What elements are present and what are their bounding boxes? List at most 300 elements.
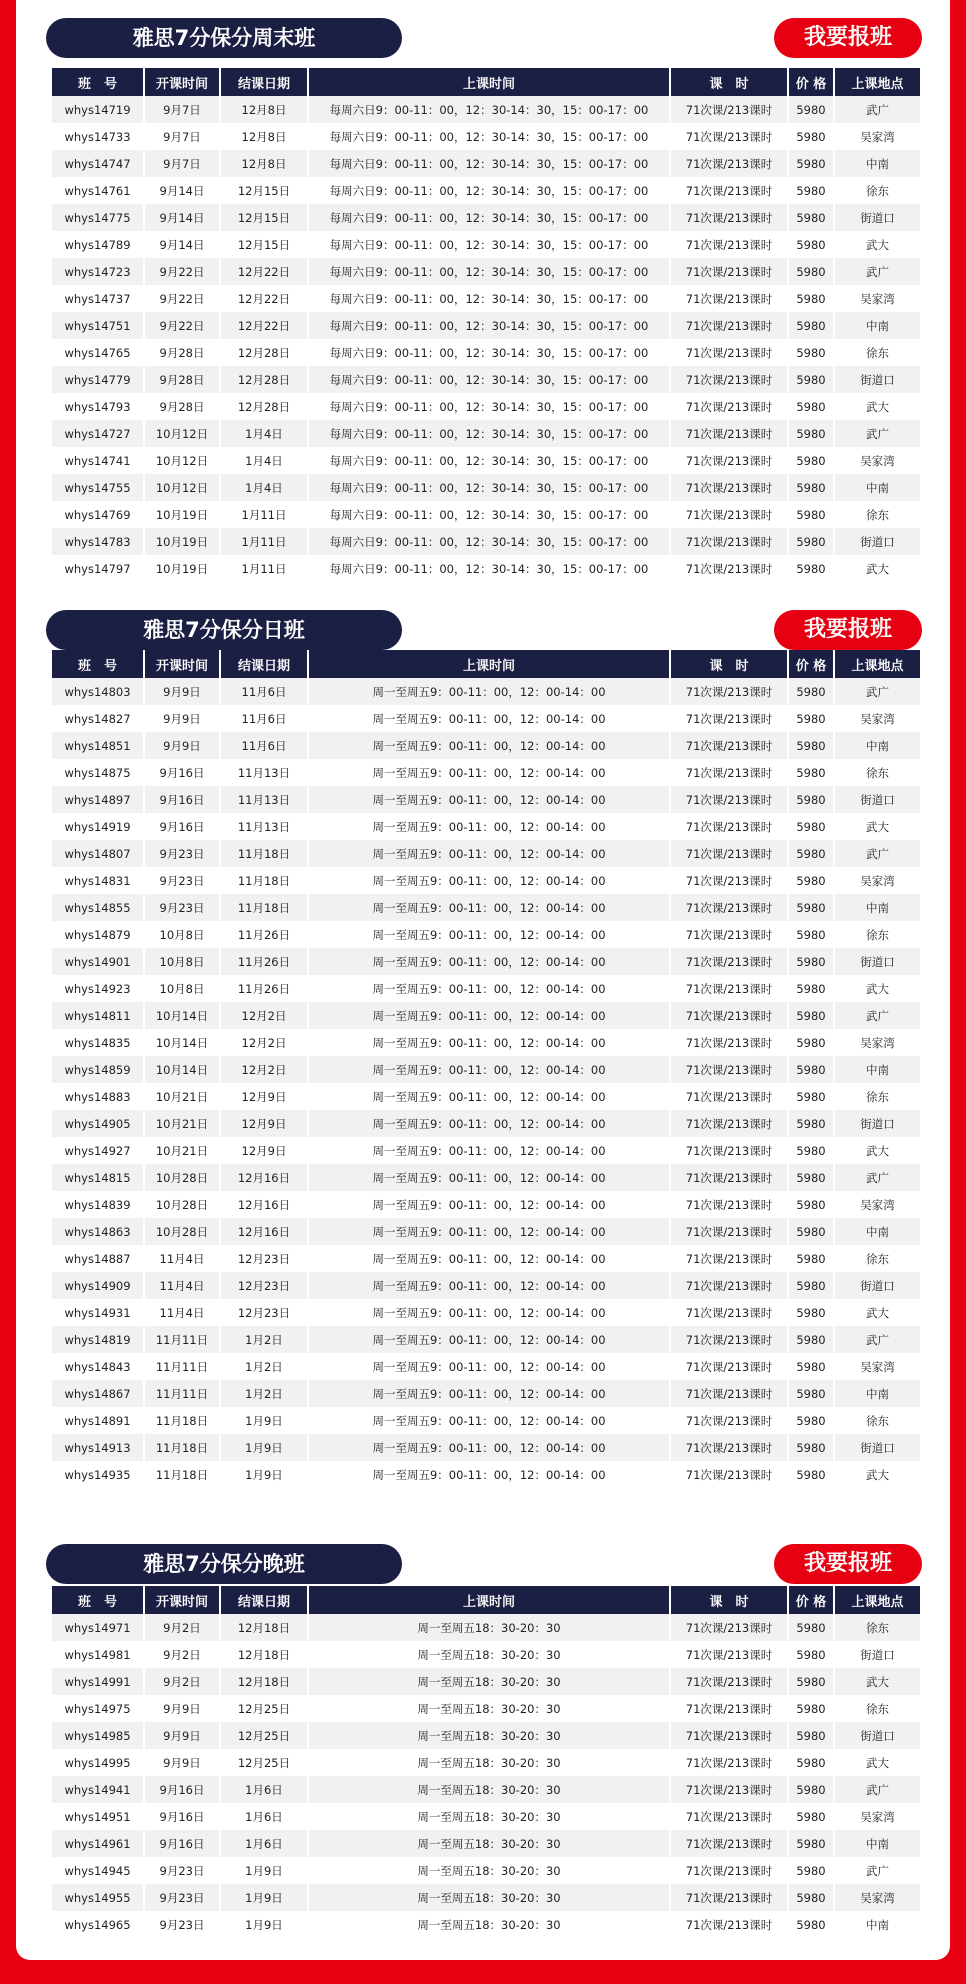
lesson-hours-cell: 71次课/213课时 (670, 1776, 788, 1803)
lesson-hours-cell: 71次课/213课时 (670, 1137, 788, 1164)
start-date-cell: 9月7日 (144, 150, 220, 177)
location-cell: 徐东 (834, 339, 920, 366)
start-date-cell: 9月16日 (144, 1776, 220, 1803)
lesson-hours-cell: 71次课/213课时 (670, 759, 788, 786)
end-date-cell: 12月25日 (220, 1695, 308, 1722)
location-cell: 中南 (834, 732, 920, 759)
price-cell: 5980 (788, 393, 834, 420)
price-cell: 5980 (788, 1434, 834, 1461)
lesson-hours-cell: 71次课/213课时 (670, 150, 788, 177)
class-id-cell: whys14883 (52, 1083, 144, 1110)
location-cell: 武广 (834, 1002, 920, 1029)
class-id-cell: whys14727 (52, 420, 144, 447)
location-cell: 吴家湾 (834, 1191, 920, 1218)
end-date-cell: 1月4日 (220, 420, 308, 447)
table-row (52, 1668, 920, 1695)
location-cell: 中南 (834, 1830, 920, 1857)
location-cell: 中南 (834, 894, 920, 921)
table-row (52, 1326, 920, 1353)
lesson-hours-cell: 71次课/213课时 (670, 528, 788, 555)
price-cell: 5980 (788, 501, 834, 528)
start-date-cell: 9月14日 (144, 231, 220, 258)
table-row (52, 204, 920, 231)
end-date-cell: 11月6日 (220, 732, 308, 759)
lesson-hours-header: 课 时 (670, 650, 788, 678)
location-cell: 武大 (834, 231, 920, 258)
lesson-hours-cell: 71次课/213课时 (670, 813, 788, 840)
class-id-cell: whys14985 (52, 1722, 144, 1749)
lesson-hours-cell: 71次课/213课时 (670, 285, 788, 312)
lesson-hours-cell: 71次课/213课时 (670, 894, 788, 921)
class-id-cell: whys14863 (52, 1218, 144, 1245)
table-row (52, 867, 920, 894)
price-cell: 5980 (788, 1407, 834, 1434)
start-date-cell: 9月9日 (144, 678, 220, 705)
location-cell: 徐东 (834, 1695, 920, 1722)
class-time-cell: 每周六日9：00-11：00，12：30-14：30，15：00-17：00 (308, 96, 670, 123)
end-date-cell: 11月18日 (220, 867, 308, 894)
start-date-cell: 10月19日 (144, 501, 220, 528)
start-date-cell: 9月22日 (144, 312, 220, 339)
class-time-cell: 周一至周五9：00-11：00，12：00-14：00 (308, 1164, 670, 1191)
location-cell: 吴家湾 (834, 447, 920, 474)
class-time-cell: 周一至周五9：00-11：00，12：00-14：00 (308, 1407, 670, 1434)
class-id-cell: whys14875 (52, 759, 144, 786)
class-id-cell: whys14995 (52, 1749, 144, 1776)
class-id-cell: whys14807 (52, 840, 144, 867)
location-cell: 街道口 (834, 1272, 920, 1299)
class-time-cell: 周一至周五9：00-11：00，12：00-14：00 (308, 813, 670, 840)
start-date-cell: 10月21日 (144, 1110, 220, 1137)
location-cell: 中南 (834, 312, 920, 339)
class-id-cell: whys14941 (52, 1776, 144, 1803)
lesson-hours-cell: 71次课/213课时 (670, 177, 788, 204)
class-time-cell: 周一至周五9：00-11：00，12：00-14：00 (308, 1245, 670, 1272)
class-time-cell: 每周六日9：00-11：00，12：30-14：30，15：00-17：00 (308, 285, 670, 312)
table-row (52, 96, 920, 123)
start-date-cell: 10月8日 (144, 948, 220, 975)
end-date-cell: 12月15日 (220, 231, 308, 258)
class-time-cell: 周一至周五9：00-11：00，12：00-14：00 (308, 1434, 670, 1461)
table-row (52, 339, 920, 366)
price-cell: 5980 (788, 1164, 834, 1191)
location-cell: 武大 (834, 393, 920, 420)
price-cell: 5980 (788, 177, 834, 204)
lesson-hours-cell: 71次课/213课时 (670, 1299, 788, 1326)
start-date-cell: 9月28日 (144, 339, 220, 366)
class-id-cell: whys14905 (52, 1110, 144, 1137)
price-cell: 5980 (788, 1380, 834, 1407)
start-date-cell: 10月8日 (144, 921, 220, 948)
class-id-cell: whys14737 (52, 285, 144, 312)
location-cell: 武大 (834, 1299, 920, 1326)
lesson-hours-cell: 71次课/213课时 (670, 1695, 788, 1722)
table-row (52, 1911, 920, 1938)
location-cell: 街道口 (834, 948, 920, 975)
table-row (52, 231, 920, 258)
lesson-hours-cell: 71次课/213课时 (670, 1191, 788, 1218)
start-date-cell: 9月23日 (144, 1884, 220, 1911)
lesson-hours-cell: 71次课/213课时 (670, 447, 788, 474)
start-date-cell: 10月21日 (144, 1083, 220, 1110)
class-id-cell: whys14923 (52, 975, 144, 1002)
price-cell: 5980 (788, 1218, 834, 1245)
end-date-cell: 12月23日 (220, 1299, 308, 1326)
lesson-hours-cell: 71次课/213课时 (670, 1434, 788, 1461)
section-header (16, 1530, 950, 1590)
location-cell: 武广 (834, 678, 920, 705)
price-cell: 5980 (788, 447, 834, 474)
section-title: 雅思7分保分周末班 (46, 18, 402, 58)
start-date-cell: 10月8日 (144, 975, 220, 1002)
class-time-cell: 周一至周五9：00-11：00，12：00-14：00 (308, 1353, 670, 1380)
price-header: 价 格 (788, 68, 834, 96)
price-cell: 5980 (788, 555, 834, 582)
class-id-cell: whys14867 (52, 1380, 144, 1407)
class-time-cell: 周一至周五9：00-11：00，12：00-14：00 (308, 1380, 670, 1407)
location-cell: 徐东 (834, 501, 920, 528)
end-date-cell: 11月26日 (220, 948, 308, 975)
table-row (52, 1110, 920, 1137)
class-time-cell: 周一至周五9：00-11：00，12：00-14：00 (308, 678, 670, 705)
class-time-cell: 周一至周五9：00-11：00，12：00-14：00 (308, 759, 670, 786)
class-time-cell: 周一至周五9：00-11：00，12：00-14：00 (308, 948, 670, 975)
price-cell: 5980 (788, 231, 834, 258)
class-id-cell: whys14723 (52, 258, 144, 285)
start-date-cell: 9月14日 (144, 177, 220, 204)
enroll-button[interactable]: 我要报班 (774, 18, 922, 58)
location-cell: 街道口 (834, 204, 920, 231)
class-id-cell: whys14719 (52, 96, 144, 123)
end-date-cell: 12月28日 (220, 339, 308, 366)
start-date-cell: 9月16日 (144, 813, 220, 840)
class-id-cell: whys14891 (52, 1407, 144, 1434)
table-row (52, 312, 920, 339)
start-date-header: 开课时间 (144, 68, 220, 96)
price-cell: 5980 (788, 1884, 834, 1911)
class-time-cell: 周一至周五9：00-11：00，12：00-14：00 (308, 1218, 670, 1245)
lesson-hours-cell: 71次课/213课时 (670, 1722, 788, 1749)
price-cell: 5980 (788, 1803, 834, 1830)
location-cell: 吴家湾 (834, 867, 920, 894)
start-date-cell: 9月7日 (144, 96, 220, 123)
end-date-cell: 12月18日 (220, 1641, 308, 1668)
price-cell: 5980 (788, 1614, 834, 1641)
lesson-hours-cell: 71次课/213课时 (670, 1803, 788, 1830)
start-date-cell: 10月14日 (144, 1029, 220, 1056)
table-row (52, 678, 920, 705)
table-row (52, 1299, 920, 1326)
location-cell: 街道口 (834, 1110, 920, 1137)
class-id-cell: whys14955 (52, 1884, 144, 1911)
price-cell: 5980 (788, 1668, 834, 1695)
table-row (52, 393, 920, 420)
location-cell: 中南 (834, 1911, 920, 1938)
price-cell: 5980 (788, 96, 834, 123)
start-date-cell: 9月23日 (144, 840, 220, 867)
end-date-cell: 1月11日 (220, 555, 308, 582)
table-row (52, 894, 920, 921)
price-cell: 5980 (788, 420, 834, 447)
class-id-cell: whys14831 (52, 867, 144, 894)
location-cell: 街道口 (834, 1641, 920, 1668)
lesson-hours-cell: 71次课/213课时 (670, 1614, 788, 1641)
lesson-hours-cell: 71次课/213课时 (670, 1245, 788, 1272)
end-date-cell: 12月25日 (220, 1722, 308, 1749)
end-date-cell: 12月18日 (220, 1668, 308, 1695)
evening-class-section (16, 1530, 950, 1932)
class-id-header: 班 号 (52, 1586, 144, 1614)
end-date-cell: 1月2日 (220, 1326, 308, 1353)
class-time-cell: 周一至周五9：00-11：00，12：00-14：00 (308, 840, 670, 867)
location-cell: 武广 (834, 420, 920, 447)
lesson-hours-cell: 71次课/213课时 (670, 474, 788, 501)
table-row (52, 1191, 920, 1218)
class-id-cell: whys14855 (52, 894, 144, 921)
price-cell: 5980 (788, 1326, 834, 1353)
end-date-cell: 1月9日 (220, 1434, 308, 1461)
price-cell: 5980 (788, 123, 834, 150)
price-cell: 5980 (788, 1776, 834, 1803)
price-cell: 5980 (788, 678, 834, 705)
enroll-button[interactable]: 我要报班 (774, 610, 922, 650)
start-date-cell: 10月28日 (144, 1218, 220, 1245)
location-cell: 徐东 (834, 1614, 920, 1641)
table-row (52, 1353, 920, 1380)
start-date-cell: 11月11日 (144, 1353, 220, 1380)
table-row (52, 1803, 920, 1830)
table-row (52, 1272, 920, 1299)
end-date-cell: 1月11日 (220, 528, 308, 555)
lesson-hours-cell: 71次课/213课时 (670, 420, 788, 447)
class-id-cell: whys14827 (52, 705, 144, 732)
price-cell: 5980 (788, 312, 834, 339)
end-date-cell: 12月23日 (220, 1245, 308, 1272)
price-cell: 5980 (788, 1353, 834, 1380)
lesson-hours-cell: 71次课/213课时 (670, 1218, 788, 1245)
price-cell: 5980 (788, 1056, 834, 1083)
end-date-cell: 1月4日 (220, 447, 308, 474)
table-row (52, 1614, 920, 1641)
lesson-hours-cell: 71次课/213课时 (670, 366, 788, 393)
end-date-cell: 12月2日 (220, 1002, 308, 1029)
location-cell: 吴家湾 (834, 705, 920, 732)
location-cell: 徐东 (834, 1407, 920, 1434)
end-date-cell: 1月11日 (220, 501, 308, 528)
class-time-cell: 周一至周五9：00-11：00，12：00-14：00 (308, 1272, 670, 1299)
price-cell: 5980 (788, 285, 834, 312)
table-row (52, 1857, 920, 1884)
class-time-cell: 每周六日9：00-11：00，12：30-14：30，15：00-17：00 (308, 258, 670, 285)
class-id-cell: whys14775 (52, 204, 144, 231)
schedule-page (16, 0, 950, 1960)
price-cell: 5980 (788, 339, 834, 366)
end-date-cell: 11月13日 (220, 786, 308, 813)
location-cell: 武大 (834, 555, 920, 582)
class-id-cell: whys14797 (52, 555, 144, 582)
end-date-cell: 12月18日 (220, 1614, 308, 1641)
table-row (52, 786, 920, 813)
end-date-cell: 12月22日 (220, 258, 308, 285)
end-date-cell: 1月9日 (220, 1461, 308, 1488)
start-date-cell: 9月9日 (144, 732, 220, 759)
lesson-hours-header: 课 时 (670, 1586, 788, 1614)
start-date-header: 开课时间 (144, 650, 220, 678)
location-cell: 武大 (834, 813, 920, 840)
start-date-cell: 9月23日 (144, 894, 220, 921)
class-time-cell: 周一至周五9：00-11：00，12：00-14：00 (308, 1056, 670, 1083)
class-time-cell: 周一至周五18：30-20：30 (308, 1830, 670, 1857)
lesson-hours-cell: 71次课/213课时 (670, 786, 788, 813)
table-row (52, 1002, 920, 1029)
start-date-cell: 9月9日 (144, 705, 220, 732)
class-time-cell: 周一至周五18：30-20：30 (308, 1641, 670, 1668)
table-row (52, 975, 920, 1002)
end-date-cell: 12月15日 (220, 204, 308, 231)
lesson-hours-cell: 71次课/213课时 (670, 1380, 788, 1407)
end-date-cell: 1月2日 (220, 1380, 308, 1407)
class-time-cell: 每周六日9：00-11：00，12：30-14：30，15：00-17：00 (308, 501, 670, 528)
class-id-cell: whys14879 (52, 921, 144, 948)
class-id-cell: whys14887 (52, 1245, 144, 1272)
price-cell: 5980 (788, 1137, 834, 1164)
price-cell: 5980 (788, 1830, 834, 1857)
class-time-cell: 周一至周五18：30-20：30 (308, 1857, 670, 1884)
table-row (52, 948, 920, 975)
lesson-hours-cell: 71次课/213课时 (670, 678, 788, 705)
class-id-cell: whys14945 (52, 1857, 144, 1884)
lesson-hours-cell: 71次课/213课时 (670, 1461, 788, 1488)
class-time-cell: 每周六日9：00-11：00，12：30-14：30，15：00-17：00 (308, 123, 670, 150)
price-cell: 5980 (788, 1110, 834, 1137)
table-row (52, 705, 920, 732)
class-time-cell: 周一至周五18：30-20：30 (308, 1722, 670, 1749)
end-date-cell: 1月6日 (220, 1776, 308, 1803)
price-cell: 5980 (788, 840, 834, 867)
class-time-cell: 每周六日9：00-11：00，12：30-14：30，15：00-17：00 (308, 420, 670, 447)
lesson-hours-cell: 71次课/213课时 (670, 339, 788, 366)
enroll-button[interactable]: 我要报班 (774, 1544, 922, 1584)
table-row (52, 1083, 920, 1110)
price-cell: 5980 (788, 150, 834, 177)
end-date-cell: 12月2日 (220, 1029, 308, 1056)
end-date-cell: 1月2日 (220, 1353, 308, 1380)
end-date-cell: 11月13日 (220, 759, 308, 786)
table-row (52, 1830, 920, 1857)
table-row (52, 528, 920, 555)
location-cell: 武广 (834, 1326, 920, 1353)
location-cell: 武广 (834, 1164, 920, 1191)
class-time-header: 上课时间 (308, 650, 670, 678)
table-row (52, 1218, 920, 1245)
location-cell: 吴家湾 (834, 1029, 920, 1056)
location-cell: 武广 (834, 1776, 920, 1803)
table-header-row (52, 650, 920, 678)
start-date-cell: 9月2日 (144, 1641, 220, 1668)
class-time-cell: 周一至周五9：00-11：00，12：00-14：00 (308, 1110, 670, 1137)
class-id-cell: whys14839 (52, 1191, 144, 1218)
class-time-cell: 每周六日9：00-11：00，12：30-14：30，15：00-17：00 (308, 474, 670, 501)
location-cell: 徐东 (834, 921, 920, 948)
class-time-cell: 每周六日9：00-11：00，12：30-14：30，15：00-17：00 (308, 231, 670, 258)
location-cell: 武大 (834, 1749, 920, 1776)
start-date-cell: 10月19日 (144, 528, 220, 555)
price-cell: 5980 (788, 1911, 834, 1938)
class-id-cell: whys14793 (52, 393, 144, 420)
class-id-cell: whys14851 (52, 732, 144, 759)
location-cell: 吴家湾 (834, 1353, 920, 1380)
class-time-cell: 每周六日9：00-11：00，12：30-14：30，15：00-17：00 (308, 177, 670, 204)
start-date-cell: 9月9日 (144, 1749, 220, 1776)
lesson-hours-cell: 71次课/213课时 (670, 1911, 788, 1938)
class-id-cell: whys14747 (52, 150, 144, 177)
lesson-hours-cell: 71次课/213课时 (670, 204, 788, 231)
class-time-cell: 周一至周五9：00-11：00，12：00-14：00 (308, 921, 670, 948)
lesson-hours-cell: 71次课/213课时 (670, 1083, 788, 1110)
class-id-cell: whys14803 (52, 678, 144, 705)
end-date-cell: 1月9日 (220, 1857, 308, 1884)
start-date-header: 开课时间 (144, 1586, 220, 1614)
price-cell: 5980 (788, 204, 834, 231)
start-date-cell: 11月18日 (144, 1434, 220, 1461)
lesson-hours-cell: 71次课/213课时 (670, 975, 788, 1002)
class-id-cell: whys14927 (52, 1137, 144, 1164)
class-id-cell: whys14913 (52, 1434, 144, 1461)
end-date-cell: 1月9日 (220, 1911, 308, 1938)
class-time-cell: 每周六日9：00-11：00，12：30-14：30，15：00-17：00 (308, 204, 670, 231)
price-cell: 5980 (788, 948, 834, 975)
lesson-hours-cell: 71次课/213课时 (670, 123, 788, 150)
price-cell: 5980 (788, 732, 834, 759)
table-row (52, 258, 920, 285)
lesson-hours-cell: 71次课/213课时 (670, 1668, 788, 1695)
lesson-hours-cell: 71次课/213课时 (670, 1029, 788, 1056)
lesson-hours-cell: 71次课/213课时 (670, 1353, 788, 1380)
class-time-cell: 周一至周五9：00-11：00，12：00-14：00 (308, 894, 670, 921)
lesson-hours-cell: 71次课/213课时 (670, 393, 788, 420)
class-id-cell: whys14961 (52, 1830, 144, 1857)
lesson-hours-cell: 71次课/213课时 (670, 1164, 788, 1191)
location-cell: 武大 (834, 975, 920, 1002)
start-date-cell: 10月21日 (144, 1137, 220, 1164)
price-cell: 5980 (788, 1191, 834, 1218)
price-cell: 5980 (788, 528, 834, 555)
lesson-hours-cell: 71次课/213课时 (670, 1641, 788, 1668)
table-row (52, 123, 920, 150)
end-date-cell: 12月8日 (220, 150, 308, 177)
class-time-cell: 周一至周五18：30-20：30 (308, 1884, 670, 1911)
table-row (52, 474, 920, 501)
lesson-hours-cell: 71次课/213课时 (670, 1110, 788, 1137)
start-date-cell: 9月28日 (144, 393, 220, 420)
class-time-cell: 周一至周五9：00-11：00，12：00-14：00 (308, 1191, 670, 1218)
class-id-cell: whys14901 (52, 948, 144, 975)
class-id-cell: whys14779 (52, 366, 144, 393)
price-cell: 5980 (788, 813, 834, 840)
class-time-cell: 周一至周五9：00-11：00，12：00-14：00 (308, 1137, 670, 1164)
class-id-cell: whys14935 (52, 1461, 144, 1488)
location-header: 上课地点 (834, 650, 920, 678)
lesson-hours-cell: 71次课/213课时 (670, 1002, 788, 1029)
start-date-cell: 10月12日 (144, 447, 220, 474)
lesson-hours-header: 课 时 (670, 68, 788, 96)
class-time-cell: 周一至周五9：00-11：00，12：00-14：00 (308, 1029, 670, 1056)
end-date-cell: 12月28日 (220, 366, 308, 393)
table-row (52, 732, 920, 759)
class-id-cell: whys14897 (52, 786, 144, 813)
end-date-cell: 12月9日 (220, 1137, 308, 1164)
start-date-cell: 9月2日 (144, 1668, 220, 1695)
